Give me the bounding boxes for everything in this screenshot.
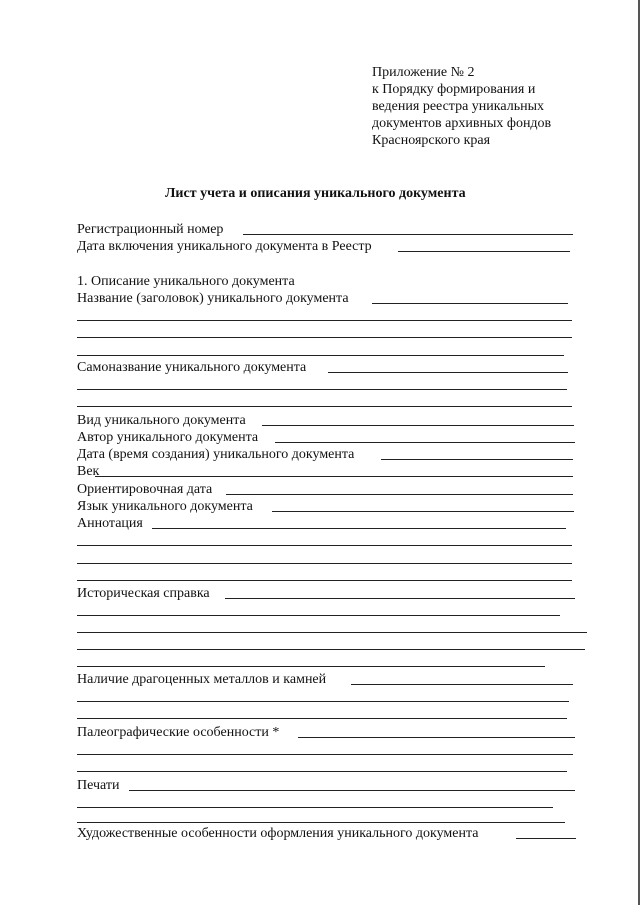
appendix-line: Красноярского края <box>372 133 491 148</box>
fill-line <box>381 459 573 460</box>
fill-line <box>77 355 564 356</box>
label-creation-date: Дата (время создания) уникального документа <box>77 447 355 462</box>
fill-line <box>351 684 573 685</box>
fill-line <box>516 838 576 839</box>
label-historical-note: Историческая справка <box>77 586 210 601</box>
appendix-block <box>372 64 551 149</box>
appendix-line: документов архивных фондов <box>372 116 552 131</box>
label-century: Век <box>77 464 100 479</box>
document-title: Лист учета и описания уникального документа <box>165 186 466 201</box>
label-reg-number: Регистрационный номер <box>77 222 224 237</box>
label-name: Название (заголовок) уникального документа <box>77 291 349 306</box>
fill-line <box>77 337 572 338</box>
label-inclusion-date: Дата включения уникального документа в Реестр <box>77 239 372 254</box>
fill-line <box>129 790 575 791</box>
appendix-line: ведения реестра уникальных <box>372 99 544 114</box>
fill-line <box>398 251 570 252</box>
fill-line <box>77 406 572 407</box>
fill-line <box>272 511 574 512</box>
label-paleographic: Палеографические особенности * <box>77 725 280 740</box>
fill-line <box>77 545 572 546</box>
appendix-line: Приложение № 2 <box>372 65 475 80</box>
label-artistic: Художественные особенности оформления уникального документа <box>77 826 479 841</box>
label-type: Вид уникального документа <box>77 413 246 428</box>
label-self-name: Самоназвание уникального документа <box>77 360 307 375</box>
fill-line <box>77 320 572 321</box>
label-seals: Печати <box>77 778 120 793</box>
fill-line <box>243 234 573 235</box>
section-1-heading: 1. Описание уникального документа <box>77 274 295 289</box>
fill-line <box>77 718 567 719</box>
fill-line <box>77 563 572 564</box>
fill-line <box>152 528 566 529</box>
fill-line <box>77 822 565 823</box>
fill-line <box>328 372 568 373</box>
fill-line <box>95 476 573 477</box>
fill-line <box>77 389 567 390</box>
fill-line <box>77 649 585 650</box>
label-author: Автор уникального документа <box>77 430 259 445</box>
fill-line <box>262 425 574 426</box>
fill-line <box>77 666 545 667</box>
label-language: Язык уникального документа <box>77 499 253 514</box>
fill-line <box>77 615 560 616</box>
fill-line <box>77 701 569 702</box>
fill-line <box>77 754 573 755</box>
appendix-line: к Порядку формирования и <box>372 82 536 97</box>
label-annotation: Аннотация <box>77 516 143 531</box>
fill-line <box>77 580 572 581</box>
fill-line <box>372 303 568 304</box>
label-precious: Наличие драгоценных металлов и камней <box>77 672 327 687</box>
fill-line <box>77 807 553 808</box>
fill-line <box>298 737 575 738</box>
fill-line <box>77 771 567 772</box>
fill-line <box>77 632 587 633</box>
label-approx-date: Ориентировочная дата <box>77 482 213 497</box>
fill-line <box>275 442 575 443</box>
fill-line <box>226 494 573 495</box>
fill-line <box>225 598 575 599</box>
